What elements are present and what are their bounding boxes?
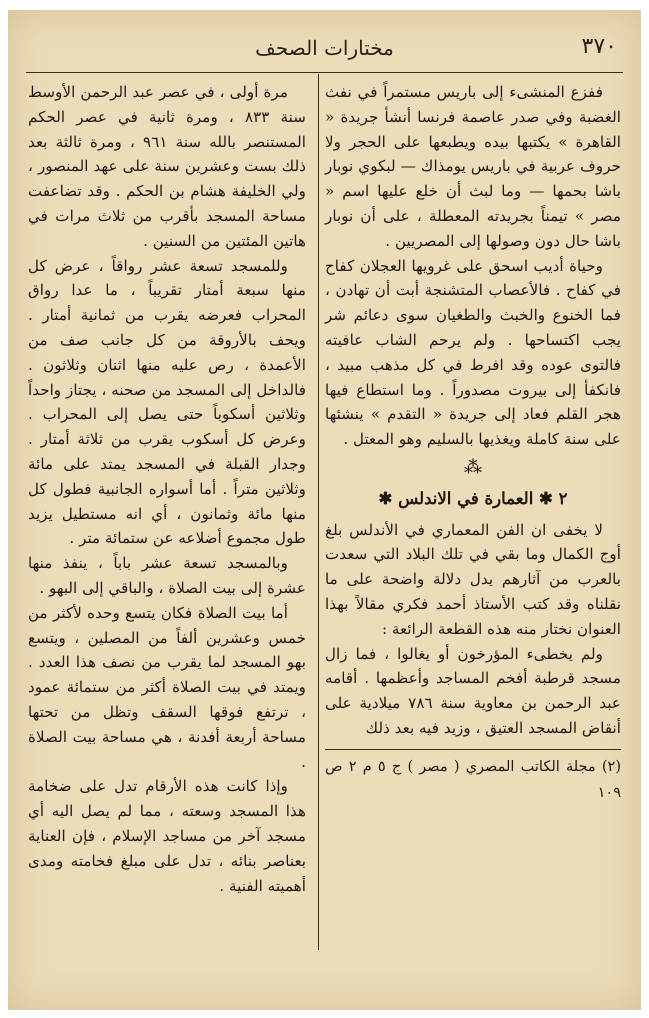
page-number: ٣٧٠ bbox=[581, 34, 617, 59]
section-heading: ٢ ✱ العمارة في الاندلس ✱ bbox=[378, 488, 568, 508]
right-column bbox=[325, 80, 621, 806]
paragraph: وبالمسجد تسعة عشر باباً ، ينفذ منها عشرة إلى بيت الصلاة ، والباقي إلى البهو . bbox=[28, 554, 306, 597]
paragraph: وإذا كانت هذه الأرقام تدل على ضخامة هذا المسجد وسعته ، مما لم يصل اليه أي مسجد آخر من مساجد الإسلام ، فإن العناية بعناصر بنائه ، تدل على مبلغ فخامته ومدى أهميته الفنية . bbox=[28, 777, 306, 895]
page bbox=[8, 10, 641, 1010]
paragraph: لا يخفى ان الفن المعماري في الأندلس بلغ أوج الكمال وما بقي في تلك البلاد التي سعدت بالعرب من آثارهم يدل دلالة واضحة على ما نقلناه وقد كتب الأستاذ أحمد فكري مقالاً بهذا العنوان نختار منه هذه القطعة الرائعة : bbox=[325, 520, 621, 638]
running-title: مختارات الصحف bbox=[255, 36, 394, 60]
header-rule bbox=[26, 72, 623, 73]
left-column bbox=[28, 80, 306, 898]
page-header bbox=[26, 32, 623, 72]
paragraph: أما بيت الصلاة فكان يتسع وحده لأكثر من خمس وعشرين ألفاً من المصلين ، ويتسع بهو المسجد لما يقرب من نصف هذا العدد . ويمتد في بيت الصلاة أكثر من ستمائة عمود ، ترتفع فوقها السقف وتظل من تحتها مساحة أربعة أفدنة ، هي مساحة بيت الصلاة . bbox=[28, 603, 306, 771]
ornament-divider: ⁂ bbox=[464, 456, 482, 478]
column-separator bbox=[318, 74, 319, 950]
footnote: (٢) مجلة الكاتب المصري ( مصر ) ج ٥ م ٢ ص ١٠٩ bbox=[325, 758, 621, 801]
paragraph: مرة أولى ، في عصر عبد الرحمن الأوسط سنة ٨٣٣ ، ومرة ثانية في عصر الحكم المستنصر بالله سنة ٩٦١ ، ومرة ثالثة بعد ذلك بست وعشرين سنة على عهد المنصور ، ولي الخليفة هشام بن الحكم . وقد تضاعفت مساحة المسجد بأقرب من ثلاث مرات في هاتين المئتين من السنين . bbox=[28, 83, 306, 250]
paragraph: وحياة أديب اسحق على غرويها العجلان كفاح في كفاح . فالأعصاب المتشنجة أبت أن تهادن ، فما الخنوع والخبث والطغيان سوى دعائم شر يجب اكتساحها . ولم يرحم الشاب عافيته فالتوى عوده وقد افرط في كل مذهب مبيد ، فانكفأ إلى بيروت مصدوراً . وما استطاع فيها هجر القلم فعاد إلى جريدة « التقدم » ينشئها على سنة كاملة ويغذيها بالسليم وهو المعتل . bbox=[325, 256, 621, 449]
footnote-rule bbox=[325, 749, 621, 750]
paragraph: ولم يخطىء المؤرخون أو يغالوا ، فما زال مسجد قرطبة أفخم المساجد وأعظمها . أقامه عبد الرحمن بن معاوية سنة ٧٨٦ ميلادية على أنقاض المسجد العتيق ، وزيد فيه بعد ذلك bbox=[325, 644, 621, 737]
paragraph: ففزع المنشىء إلى باريس مستمراً في نفث الغضبة وفي صدر عاصمة فرنسا أنشأ جريدة « القاهرة » يكتبها بيده ويطبعها على الحجر ولا حروف عربية في باريس يومذاك — لبكوي نوبار باشا بحمها — وما لبث أن خلع عليها اسم « مصر » تيمناً بجريدته المعطلة ، على أن نوبار باشا حال دون وصولها إلى المصريين . bbox=[325, 83, 621, 250]
paragraph: وللمسجد تسعة عشر رواقاً ، عرض كل منها سبعة أمتار تقريباً ، ما عدا رواق المحراب فعرضه يقرب من ثمانية أمتار . ويحف بالأروقة من كل جانب صف من الأعمدة ، رص عليه منها اثنان وثلاثون . فالداخل إلى المسجد من صحنه ، يجتاز واحداً وثلاثين أسكوباً حتى يصل إلى المحراب . وعرض كل أسكوب يقرب من ثلاثة أمتار . وجدار القبلة في المسجد يمتد على مائة وثلاثين متراً . أما أسواره الجانبية فطول كل منها مائة وثمانون ، أي انه مستطيل يزيد طول مجموع أضلاعه عن ستمائة متر . bbox=[28, 256, 306, 548]
